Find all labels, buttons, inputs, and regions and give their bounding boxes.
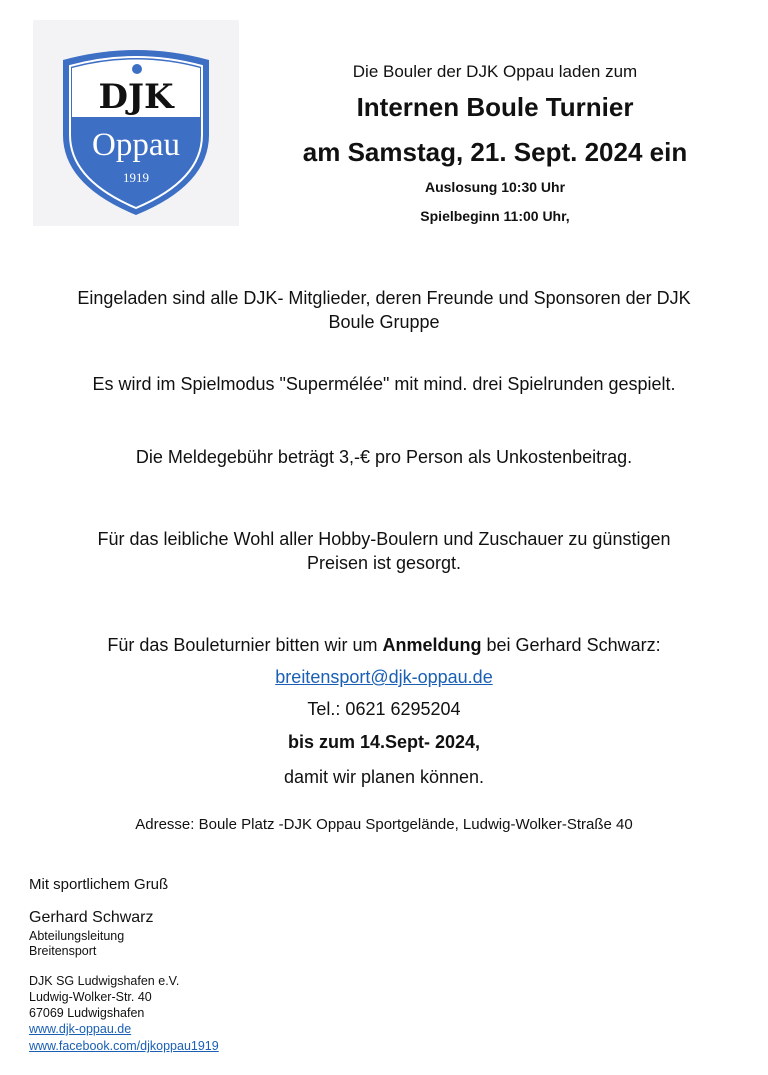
fee-text: Die Meldegebühr beträgt 3,-€ pro Person als Unkostenbeitrag. <box>135 447 633 467</box>
club-logo <box>33 20 239 226</box>
deadline-text: bis zum 14.Sept- 2024, <box>287 732 481 752</box>
intro-text: Die Bouler der DJK Oppau laden zum <box>352 62 638 81</box>
logo-djk-text: DJK <box>98 77 174 117</box>
registration-post: bei Gerhard Schwarz: <box>481 635 661 655</box>
invite-line-1: Eingeladen sind alle DJK- Mitglieder, deren Freunde und Sponsoren der DJK <box>77 288 691 308</box>
invite-line-2: Boule Gruppe <box>328 312 440 332</box>
org-name: DJK SG Ludwigshafen e.V. <box>29 974 180 988</box>
planning-text: damit wir planen können. <box>283 767 485 787</box>
club-crest-icon <box>33 20 239 226</box>
greeting: Mit sportlichem Gruß <box>29 876 169 893</box>
email-link[interactable]: breitensport@djk-oppau.de <box>275 667 493 687</box>
website-link[interactable]: www.djk-oppau.de <box>29 1022 132 1036</box>
registration-bold: Anmeldung <box>382 635 482 655</box>
registration-text <box>0 635 768 656</box>
signer-name: Gerhard Schwarz <box>29 909 154 926</box>
start-time: Spielbeginn 11:00 Uhr, <box>420 208 570 224</box>
title-line-2: am Samstag, 21. Sept. 2024 ein <box>302 137 688 167</box>
registration-pre: Für das Bouleturnier bitten wir um <box>107 635 383 655</box>
game-mode-text: Es wird im Spielmodus "Supermélée" mit mind. drei Spielrunden gespielt. <box>92 374 676 394</box>
org-city: 67069 Ludwigshafen <box>29 1006 145 1020</box>
phone-text: Tel.: 0621 6295204 <box>307 699 461 719</box>
food-line-1: Für das leibliche Wohl aller Hobby-Boulern und Zuschauer zu günstigen <box>97 529 671 549</box>
title-line-1: Internen Boule Turnier <box>356 92 634 122</box>
signer-role-2: Breitensport <box>29 944 97 958</box>
food-line-2: Preisen ist gesorgt. <box>306 553 462 573</box>
address-text: Adresse: Boule Platz -DJK Oppau Sportgelände, Ludwig-Wolker-Straße 40 <box>135 816 633 833</box>
org-street: Ludwig-Wolker-Str. 40 <box>29 990 152 1004</box>
logo-year-text: 1919 <box>123 170 149 185</box>
signer-role-1: Abteilungsleitung <box>29 929 125 943</box>
logo-oppau-text: Oppau <box>92 127 180 163</box>
facebook-link[interactable]: www.facebook.com/djkoppau1919 <box>29 1039 219 1053</box>
draw-time: Auslosung 10:30 Uhr <box>424 179 566 195</box>
